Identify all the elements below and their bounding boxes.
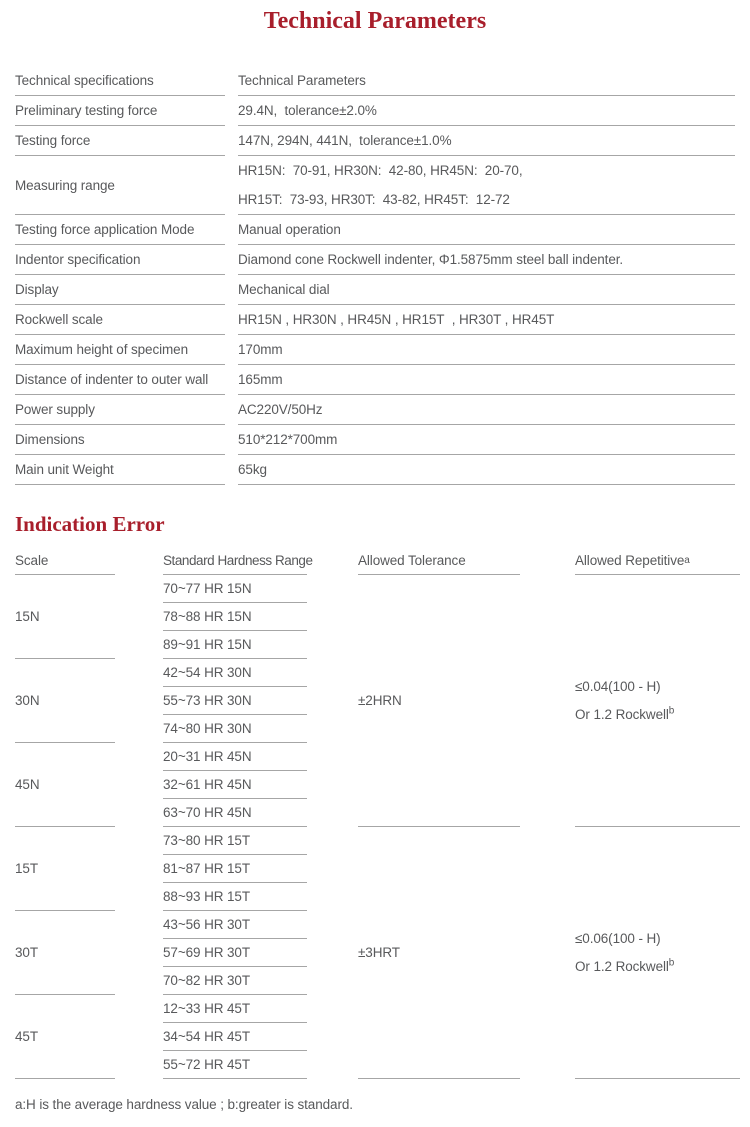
column-gap <box>225 215 238 245</box>
spec-row <box>15 96 735 126</box>
repetitive-formula: ≤0.04(100 - H) <box>575 678 661 694</box>
spec-label-text: Indentor specification <box>15 252 141 267</box>
hardness-range-column <box>163 547 313 1079</box>
spec-value-text: Manual operation <box>238 222 341 237</box>
spec-header-value <box>238 66 735 96</box>
scale-cell: 30T <box>15 911 115 995</box>
tolerance-column <box>358 547 520 1079</box>
repetitive-alternative <box>575 701 740 729</box>
scale-cell: 45T <box>15 995 115 1079</box>
spec-value-text: AC220V/50Hz <box>238 402 323 417</box>
spec-value <box>238 395 735 425</box>
repetitive-column-header: Allowed Repetitive a <box>575 547 740 575</box>
repetitive-alternative-text: Or 1.2 Rockwell <box>575 958 669 974</box>
range-cell: 70~82 HR 30T <box>163 967 307 995</box>
spec-label <box>15 96 225 126</box>
spec-label <box>15 126 225 156</box>
page-title: Technical Parameters <box>263 8 487 34</box>
column-gap <box>225 156 238 215</box>
repetitive-cell-n-scales <box>575 575 740 827</box>
repetitive-alternative-text: Or 1.2 Rockwell <box>575 706 669 722</box>
scale-cell: 45N <box>15 743 115 827</box>
scale-column-header: Scale <box>15 547 115 575</box>
indication-error-table <box>15 547 735 1079</box>
range-cell: 73~80 HR 15T <box>163 827 307 855</box>
spec-label-text: Power supply <box>15 402 95 417</box>
repetitive-column <box>575 547 740 1079</box>
technical-parameters-table <box>15 66 735 485</box>
range-cell: 20~31 HR 45N <box>163 743 307 771</box>
column-gap <box>225 275 238 305</box>
footnote-marker-b: b <box>668 705 675 716</box>
spec-value <box>238 335 735 365</box>
column-gap <box>225 66 238 96</box>
spec-row <box>15 126 735 156</box>
spec-value <box>238 275 735 305</box>
range-cell: 63~70 HR 45N <box>163 799 307 827</box>
range-cell: 12~33 HR 45T <box>163 995 307 1023</box>
range-cell: 81~87 HR 15T <box>163 855 307 883</box>
spec-label <box>15 156 225 215</box>
spec-row <box>15 365 735 395</box>
repetitive-header-text: Allowed Repetitive <box>575 553 685 568</box>
spec-label <box>15 335 225 365</box>
column-gap <box>225 126 238 156</box>
spec-value <box>238 96 735 126</box>
spec-value-text: 170mm <box>238 342 283 357</box>
spec-row <box>15 425 735 455</box>
spec-label <box>15 365 225 395</box>
column-gap <box>225 425 238 455</box>
spec-value-text: 510*212*700mm <box>238 432 338 447</box>
spec-row <box>15 275 735 305</box>
spec-label-text: Distance of indenter to outer wall <box>15 372 209 387</box>
range-cell: 42~54 HR 30N <box>163 659 307 687</box>
spec-label-text: Dimensions <box>15 432 85 447</box>
spec-row <box>15 335 735 365</box>
hardness-range-column-header: Standard Hardness Range <box>163 547 307 575</box>
spec-label-text: Technical specifications <box>15 73 154 88</box>
scale-cell: 30N <box>15 659 115 743</box>
spec-value-text: 29.4N, tolerance±2.0% <box>238 103 377 118</box>
column-gap <box>225 395 238 425</box>
spec-value <box>238 365 735 395</box>
spec-value <box>238 305 735 335</box>
spec-value <box>238 455 735 485</box>
range-cell: 34~54 HR 45T <box>163 1023 307 1051</box>
footnote: a:H is the average hardness value ; b:greater is standard. <box>15 1097 353 1112</box>
column-gap <box>225 305 238 335</box>
spec-label-text: Display <box>15 282 59 297</box>
repetitive-alternative <box>575 953 740 981</box>
spec-row <box>15 455 735 485</box>
range-cell: 57~69 HR 30T <box>163 939 307 967</box>
column-gap <box>225 96 238 126</box>
scale-cell: 15N <box>15 575 115 659</box>
spec-label <box>15 425 225 455</box>
range-cell: 74~80 HR 30N <box>163 715 307 743</box>
spec-label-text: Testing force <box>15 133 91 148</box>
spec-value <box>238 215 735 245</box>
spec-label <box>15 275 225 305</box>
range-cell: 43~56 HR 30T <box>163 911 307 939</box>
spec-label-text: Rockwell scale <box>15 312 103 327</box>
spec-label <box>15 395 225 425</box>
section-title-indication-error: Indication Error <box>15 512 165 536</box>
spec-value-text: Mechanical dial <box>238 282 330 297</box>
footnote-marker-b: b <box>668 957 675 968</box>
spec-value <box>238 156 735 215</box>
spec-value <box>238 425 735 455</box>
column-gap <box>225 455 238 485</box>
range-cell: 55~73 HR 30N <box>163 687 307 715</box>
spec-label-text: Main unit Weight <box>15 462 114 477</box>
tolerance-value: ±3HRT <box>358 944 400 960</box>
spec-value-text: 165mm <box>238 372 283 387</box>
spec-value-text: 147N, 294N, 441N, tolerance±1.0% <box>238 133 452 148</box>
tolerance-cell-t-scales <box>358 827 520 1079</box>
tolerance-value: ±2HRN <box>358 692 402 708</box>
spec-sheet-page <box>0 6 750 1112</box>
spec-header-row <box>15 66 735 96</box>
spec-value-text: 65kg <box>238 462 267 477</box>
spec-row <box>15 215 735 245</box>
range-cell: 88~93 HR 15T <box>163 883 307 911</box>
spec-value <box>238 245 735 275</box>
range-cell: 55~72 HR 45T <box>163 1051 307 1079</box>
column-gap <box>225 365 238 395</box>
range-cell: 32~61 HR 45N <box>163 771 307 799</box>
scale-column <box>15 547 115 1079</box>
spec-label-text: Maximum height of specimen <box>15 342 188 357</box>
spec-value-text: HR15T: 73-93, HR30T: 43-82, HR45T: 12-72 <box>238 192 510 207</box>
spec-label-text: Preliminary testing force <box>15 103 158 118</box>
spec-value <box>238 126 735 156</box>
spec-row <box>15 245 735 275</box>
repetitive-cell-t-scales <box>575 827 740 1079</box>
spec-value-text: Diamond cone Rockwell indenter, Φ1.5875mm steel ball indenter. <box>238 252 624 267</box>
spec-header-label <box>15 66 225 96</box>
spec-value-text: HR15N , HR30N , HR45N , HR15T , HR30T , HR45T <box>238 312 555 327</box>
scale-cell: 15T <box>15 827 115 911</box>
spec-row-measuring-range <box>15 156 735 215</box>
spec-value-text: HR15N: 70-91, HR30N: 42-80, HR45N: 20-70, <box>238 163 523 178</box>
spec-label <box>15 215 225 245</box>
spec-label <box>15 305 225 335</box>
range-cell: 89~91 HR 15N <box>163 631 307 659</box>
column-gap <box>225 245 238 275</box>
range-cell: 70~77 HR 15N <box>163 575 307 603</box>
repetitive-formula: ≤0.06(100 - H) <box>575 930 661 946</box>
spec-label-text: Measuring range <box>15 177 115 193</box>
range-cell: 78~88 HR 15N <box>163 603 307 631</box>
spec-row <box>15 395 735 425</box>
spec-label <box>15 245 225 275</box>
spec-label-text: Testing force application Mode <box>15 222 195 237</box>
column-gap <box>225 335 238 365</box>
spec-label <box>15 455 225 485</box>
tolerance-column-header: Allowed Tolerance <box>358 547 520 575</box>
tolerance-cell-n-scales <box>358 575 520 827</box>
spec-row <box>15 305 735 335</box>
spec-value-text: Technical Parameters <box>238 73 366 88</box>
